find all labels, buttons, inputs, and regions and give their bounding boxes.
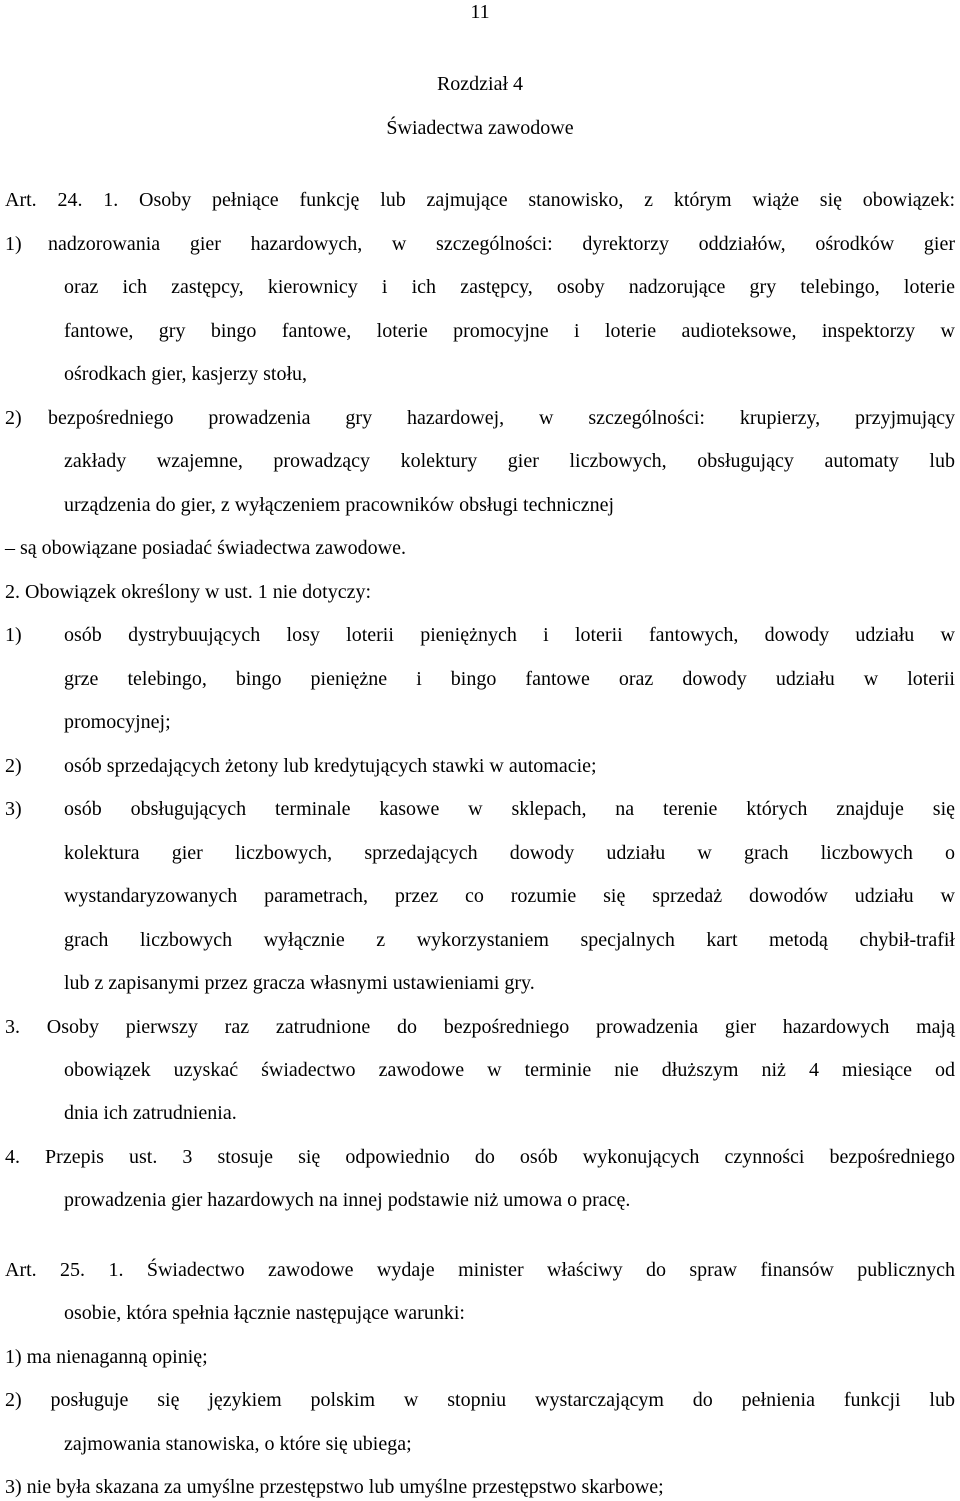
- art24-ust2-p1-line: grze telebingo, bingo pieniężne i bingo fantowe oraz dowody udziału w loterii: [64, 668, 955, 690]
- art24-ust2-p3-line: kolektura gier liczbowych, sprzedających dowody udziału w grach liczbowych o: [64, 842, 955, 864]
- art25-condition-1: 1) ma nienaganną opinię;: [5, 1346, 208, 1368]
- art24-ust2-p3-line: osób obsługujących terminale kasowe w sklepach, na terenie których znajduje się: [64, 798, 955, 820]
- page-number: 11: [470, 1, 490, 23]
- art25-intro-line: osobie, która spełnia łącznie następujące warunki:: [64, 1302, 465, 1324]
- art24-ust2: 2. Obowiązek określony w ust. 1 nie dotyczy:: [5, 581, 372, 603]
- art24-ust2-p3-line: wystandaryzowanych parametrach, przez co rozumie się sprzedaż dowodów udziału w: [64, 885, 955, 907]
- art24-ust2-p1-number: 1): [5, 624, 22, 646]
- art25-condition-2-cont: zajmowania stanowiska, o które się ubiega;: [64, 1433, 412, 1455]
- art24-p2-line: bezpośredniego prowadzenia gry hazardowej, w szczególności: krupierzy, przyjmujący: [48, 407, 955, 429]
- art24-p1-line: ośrodkach gier, kasjerzy stołu,: [64, 363, 308, 385]
- art24-ust2-p3-number: 3): [5, 798, 22, 820]
- art24-p2-number: 2): [5, 407, 22, 429]
- chapter-subtitle: Świadectwa zawodowe: [386, 117, 574, 139]
- art24-p1-line: nadzorowania gier hazardowych, w szczególności: dyrektorzy oddziałów, ośrodków gier: [48, 233, 955, 255]
- art24-ust3-line: obowiązek uzyskać świadectwo zawodowe w terminie nie dłuższym niż 4 miesiące od: [64, 1059, 955, 1081]
- art24-ust4-line: 4. Przepis ust. 3 stosuje się odpowiednio do osób wykonujących czynności bezpośredniego: [5, 1146, 955, 1168]
- art24-ust4-line: prowadzenia gier hazardowych na innej podstawie niż umowa o pracę.: [64, 1189, 631, 1211]
- chapter-title: Rozdział 4: [436, 73, 524, 95]
- art24-p2-line: urządzenia do gier, z wyłączeniem pracowników obsługi technicznej: [64, 494, 615, 516]
- art24-p1-line: fantowe, gry bingo fantowe, loterie promocyjne i loterie audioteksowe, inspektorzy w: [64, 320, 955, 342]
- art25-condition-3: 3) nie była skazana za umyślne przestępstwo lub umyślne przestępstwo skarbowe;: [5, 1476, 664, 1498]
- art24-p2-line: zakłady wzajemne, prowadzący kolektury gier liczbowych, obsługujący automaty lub: [64, 450, 955, 472]
- art24-ust2-p2-number: 2): [5, 755, 22, 777]
- art24-closing: – są obowiązane posiadać świadectwa zawodowe.: [5, 537, 406, 559]
- art24-ust2-p1-line: promocyjnej;: [64, 711, 171, 733]
- art24-ust3-line: 3. Osoby pierwszy raz zatrudnione do bezpośredniego prowadzenia gier hazardowych mają: [5, 1016, 955, 1038]
- art24-p1-number: 1): [5, 233, 22, 255]
- art24-ust2-p1-line: osób dystrybuujących losy loterii pieniężnych i loterii fantowych, dowody udziału w: [64, 624, 955, 646]
- art25-condition-2: 2) posługuje się językiem polskim w stopniu wystarczającym do pełnienia funkcji lub: [5, 1389, 955, 1411]
- art24-intro: Art. 24. 1. Osoby pełniące funkcję lub zajmujące stanowisko, z którym wiąże się obowiązek:: [5, 189, 955, 211]
- art24-ust3-line: dnia ich zatrudnienia.: [64, 1102, 237, 1124]
- art25-intro-line: Art. 25. 1. Świadectwo zawodowe wydaje minister właściwy do spraw finansów publicznych: [5, 1259, 955, 1281]
- art24-ust2-p3-line: grach liczbowych wyłącznie z wykorzystaniem specjalnych kart metodą chybił-trafił: [64, 929, 955, 951]
- art24-ust2-p3-line: lub z zapisanymi przez gracza własnymi ustawieniami gry.: [64, 972, 535, 994]
- art24-ust2-p2-line: osób sprzedających żetony lub kredytujących stawki w automacie;: [64, 755, 597, 777]
- art24-p1-line: oraz ich zastępcy, kierownicy i ich zastępcy, osoby nadzorujące gry telebingo, loterie: [64, 276, 955, 298]
